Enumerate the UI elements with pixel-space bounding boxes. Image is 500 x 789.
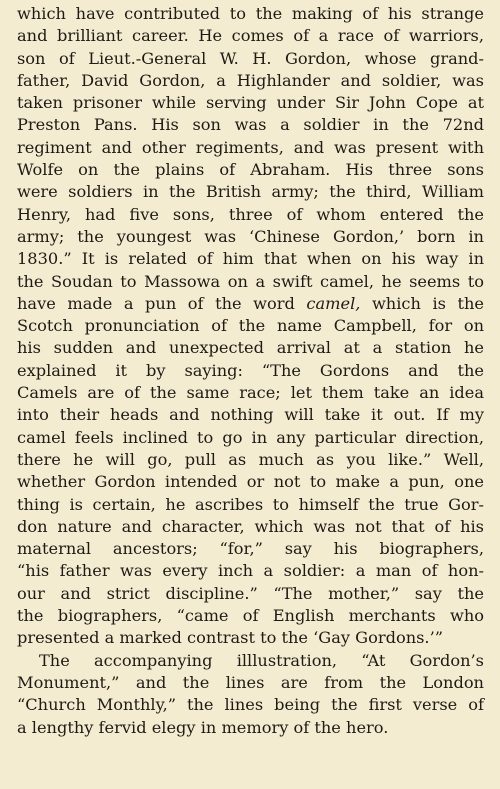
text-line: were soldiers in the British army; the third, William xyxy=(17,182,484,202)
text-line: Scotch pronunciation of the name Campbell, for on xyxy=(17,316,484,336)
text-fragment: have made a pun of the word xyxy=(17,293,307,313)
text-line: The accompanying illlustration, “At Gordon’s xyxy=(39,650,484,670)
paragraph xyxy=(17,650,484,739)
text-line: Preston Pans. His son was a soldier in the 72nd xyxy=(17,115,484,135)
text-fragment: which is the xyxy=(360,293,485,313)
text-line: Monument,” and the lines are from the London xyxy=(17,672,484,692)
text-line: don nature and character, which was not that of his xyxy=(17,516,484,536)
text-line: which have contributed to the making of his strange xyxy=(17,4,484,23)
text-line: “Church Monthly,” the lines being the first verse of xyxy=(17,695,484,715)
paragraph xyxy=(17,3,484,650)
text-line: father, David Gordon, a Highlander and soldier, was xyxy=(17,70,484,90)
text-line: the biographers, “came of English merchants who xyxy=(17,606,484,626)
body-text xyxy=(17,3,484,739)
italic-word: camel, xyxy=(306,293,361,313)
text-line: Camels are of the same race; let them take an idea xyxy=(17,383,484,403)
text-line: regiment and other regiments, and was present with xyxy=(17,137,484,157)
text-line: our and strict discipline.” “The mother,” say the xyxy=(17,583,484,603)
text-line: Wolfe on the plains of Abraham. His three sons xyxy=(17,160,484,180)
text-line: 1830.” It is related of him that when on his way in xyxy=(17,249,484,269)
text-line: whether Gordon intended or not to make a pun, one xyxy=(17,472,484,492)
text-line: army; the youngest was ‘Chinese Gordon,’ born in xyxy=(17,226,484,246)
text-line: son of Lieut.-General W. H. Gordon, whose grand- xyxy=(17,48,484,68)
text-line: camel feels inclined to go in any particular direction, xyxy=(17,427,484,447)
text-line: into their heads and nothing will take it out. If my xyxy=(17,405,484,425)
text-line: the Soudan to Massowa on a swift camel, he seems to xyxy=(17,271,484,291)
text-line: taken prisoner while serving under Sir John Cope at xyxy=(17,93,484,113)
text-line: and brilliant career. He comes of a race of warriors, xyxy=(17,26,484,46)
text-line: there he will go, pull as much as you like.” Well, xyxy=(17,449,484,469)
text-line: explained it by saying: “The Gordons and the xyxy=(17,360,484,380)
text-line: presented a marked contrast to the ‘Gay Gordons.’” xyxy=(17,628,443,648)
text-line: a lengthy fervid elegy in memory of the hero. xyxy=(17,717,389,737)
text-line: “his father was every inch a soldier: a man of hon- xyxy=(17,561,484,581)
text-line: Henry, had five sons, three of whom entered the xyxy=(17,204,484,224)
text-line: maternal ancestors; “for,” say his biographers, xyxy=(17,539,484,559)
text-line: thing is certain, he ascribes to himself the true Gor- xyxy=(17,494,484,514)
text-line xyxy=(17,293,484,315)
text-line: his sudden and unexpected arrival at a station he xyxy=(17,338,484,358)
